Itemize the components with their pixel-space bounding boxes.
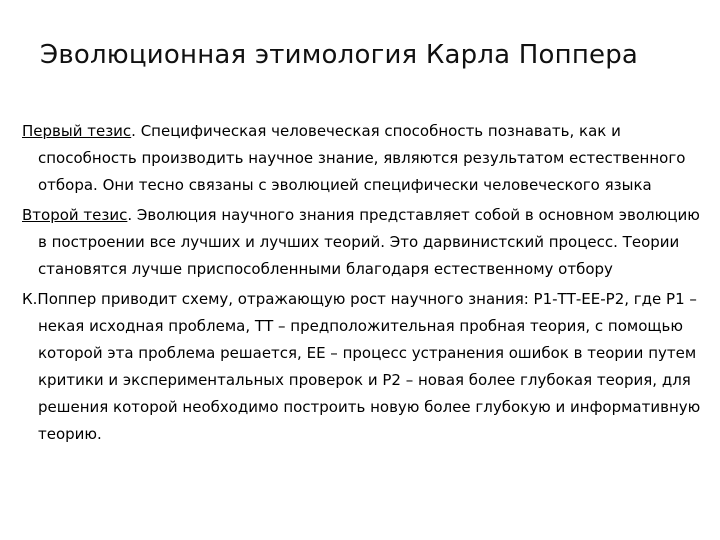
paragraph-first-thesis <box>22 118 702 199</box>
first-thesis-label: Первый тезис <box>22 122 132 140</box>
slide-title: Эволюционная этимология Карла Поппера <box>40 40 639 70</box>
paragraph-popper-scheme <box>22 286 702 448</box>
popper-scheme-text: К.Поппер приводит схему, отражающую рост научного знания: Р1-ТТ-ЕЕ-Р2, где Р1 – некая исходная проблема, ТТ – предположительная пробная теория, с помощью которой эта проблема решается, ЕЕ – процесс устранения ошибок в теории путем критики и экспериментальных проверок и Р2 – новая более глубокая теория, для решения которой необходимо построить новую более глубокую и информативную теорию. <box>22 290 701 443</box>
second-thesis-text: . Эволюция научного знания представляет собой в основном эволюцию в построении все лучших и лучших теорий. Это дарвинистский процесс. Теории становятся лучше приспособленными благодаря естественному отбору <box>38 206 700 278</box>
second-thesis-label: Второй тезис <box>22 206 128 224</box>
paragraph-second-thesis <box>22 202 702 283</box>
first-thesis-text: . Специфическая человеческая способность познавать, как и способность производить научное знание, являются результатом естественного отбора. Они тесно связаны с эволюцией специфически человеческого языка <box>38 122 686 194</box>
slide-body <box>22 118 702 451</box>
